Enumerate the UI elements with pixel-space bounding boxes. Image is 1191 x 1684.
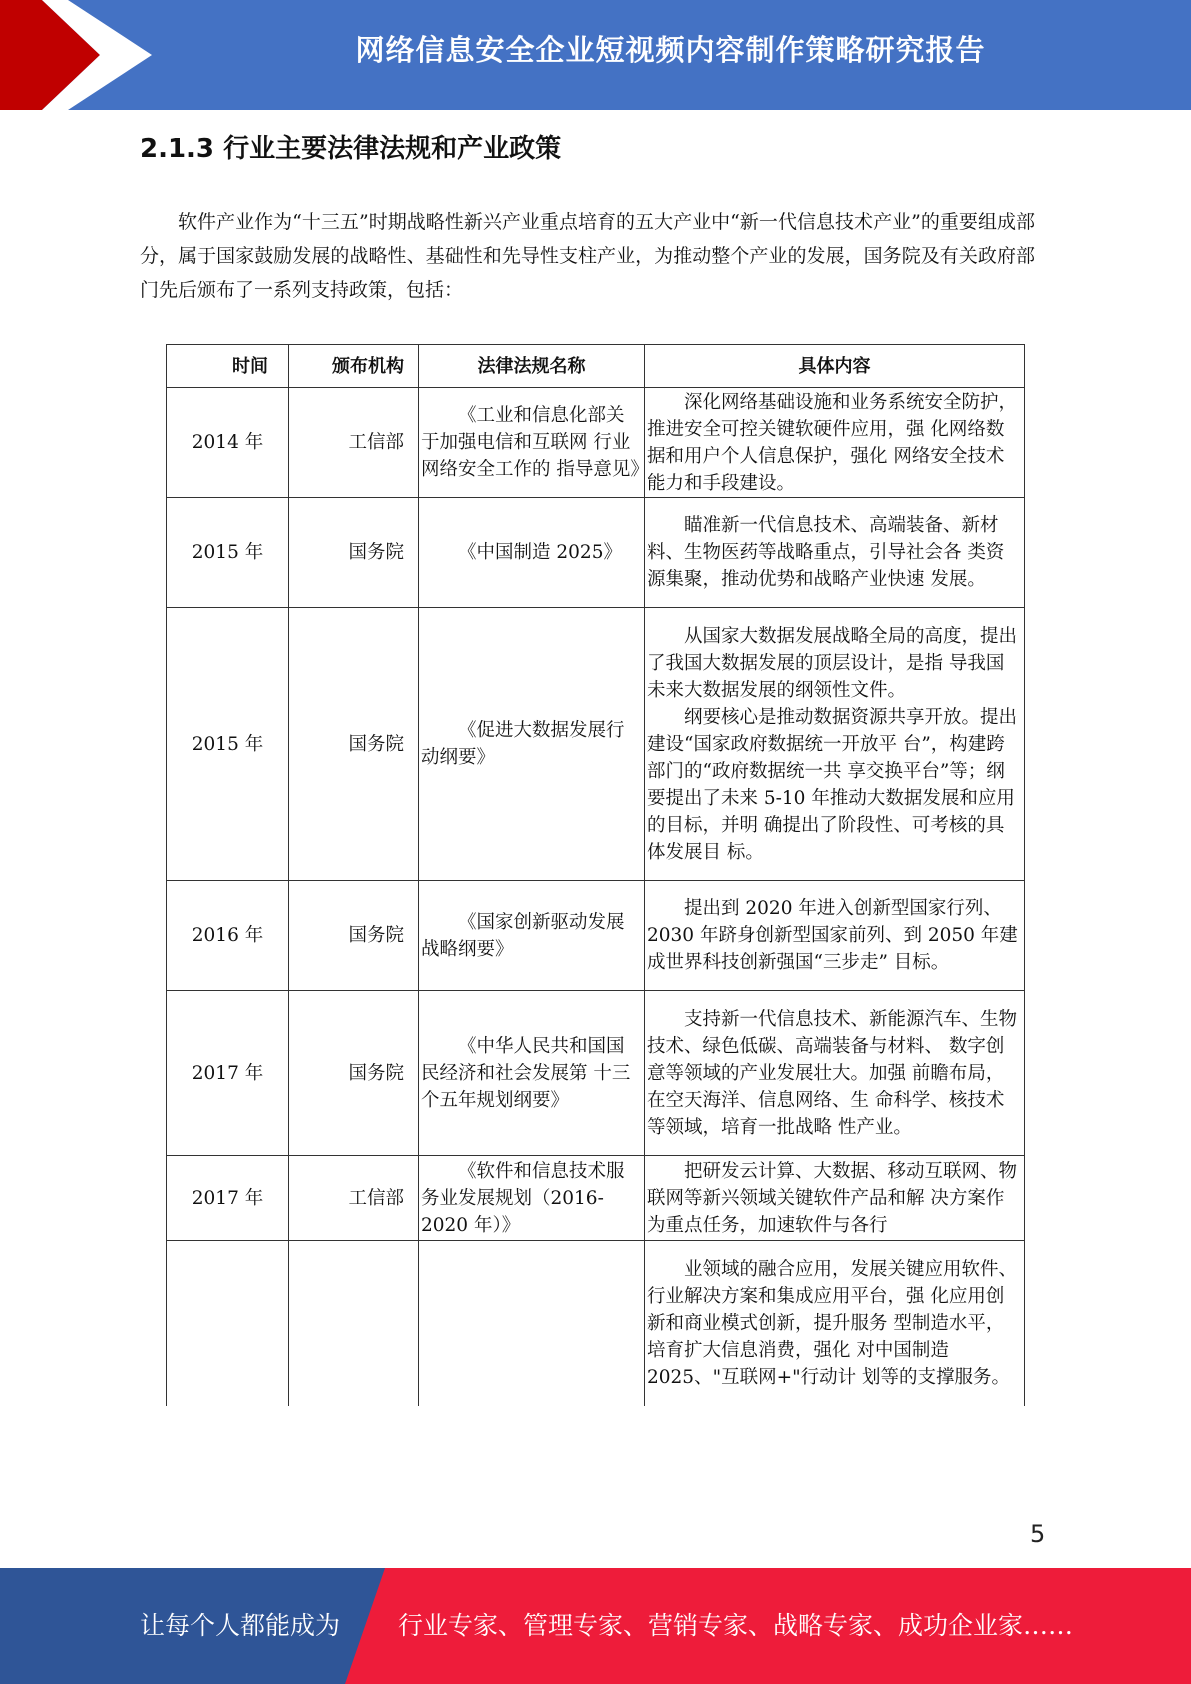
table-row [167, 881, 1025, 991]
footer-slogan-right: 行业专家、管理专家、营销专家、战略专家、成功企业家…… [398, 1611, 1074, 1640]
content-paragraph: 提出到 2020 年进入创新型国家行列、2030 年跻身创新型国家前列、到 2050 年建成世界科技创新强国“三步走” 目标。 [647, 898, 1018, 973]
cell-content [645, 881, 1025, 991]
header-year: 时间 [167, 345, 289, 388]
report-title: 网络信息安全企业短视频内容制作策略研究报告 [355, 33, 986, 67]
cell-org: 工信部 [289, 388, 419, 498]
cell-law-name: 《中华人民共和国国民经济和社会发展第 十三个五年规划纲要》 [419, 991, 645, 1156]
cell-law-name: 《工业和信息化部关于加强电信和互联网 行业网络安全工作的 指导意见》 [419, 388, 645, 498]
cell-content [645, 1241, 1025, 1406]
section-title: 2.1.3 行业主要法律法规和产业政策 [140, 134, 562, 164]
cell-law-name: 《促进大数据发展行动纲要》 [419, 608, 645, 881]
table-row [167, 1241, 1025, 1406]
cell-year: 2017 年 [167, 991, 289, 1156]
intro-paragraph: 软件产业作为“十三五”时期战略性新兴产业重点培育的五大产业中“新一代信息技术产业”的重要组成部分，属于国家鼓励发展的战略性、基础性和先导性支柱产业，为推动整个产业的发展，国务院及有关政府部门先后颁布了一系列支持政策，包括： [140, 211, 1035, 301]
table-header-row [167, 345, 1025, 388]
cell-org: 国务院 [289, 498, 419, 608]
cell-content [645, 1156, 1025, 1241]
cell-law-name: 《国家创新驱动发展战略纲要》 [419, 881, 645, 991]
content-paragraph: 深化网络基础设施和业务系统安全防护，推进安全可控关键软硬件应用，强 化网络数据和用户个人信息保护，强化 网络安全技术能力和手段建设。 [647, 391, 1018, 494]
cell-year [167, 1241, 289, 1406]
table-row [167, 498, 1025, 608]
header-name: 法律法规名称 [419, 345, 645, 388]
footer-slogan-left: 让每个人都能成为 [140, 1611, 341, 1640]
cell-org [289, 1241, 419, 1406]
table-row [167, 388, 1025, 498]
cell-org: 国务院 [289, 991, 419, 1156]
cell-year: 2015 年 [167, 608, 289, 881]
content-paragraph: 支持新一代信息技术、新能源汽车、生物技术、绿色低碳、高端装备与材料、 数字创意等领域的产业发展壮大。加强 前瞻布局，在空天海洋、信息网络、生 命科学、核技术等领域，培育一批战略 性产业。 [647, 1008, 1018, 1138]
page-header [0, 0, 1191, 110]
content-paragraph: 瞄准新一代信息技术、高端装备、新材料、生物医药等战略重点，引导社会各 类资源集聚，推动优势和战略产业快速 发展。 [647, 515, 1005, 590]
cell-law-name: 《软件和信息技术服务业发展规划（2016-2020 年）》 [419, 1156, 645, 1241]
content-paragraph: 纲要核心是推动数据资源共享开放。提出建设“国家政府数据统一开放平 台”，构建跨部门的“政府数据统一共 享交换平台”等；纲要提出了未来 5-10 年推动大数据发展和应用的目标，并明 确提出了阶段性、可考核的具体发展目 标。 [647, 706, 1018, 863]
cell-content [645, 498, 1025, 608]
cell-year: 2017 年 [167, 1156, 289, 1241]
cell-content [645, 991, 1025, 1156]
cell-org: 工信部 [289, 1156, 419, 1241]
cell-org: 国务院 [289, 881, 419, 991]
cell-year: 2014 年 [167, 388, 289, 498]
cell-content [645, 608, 1025, 881]
content-paragraph: 把研发云计算、大数据、移动互联网、物联网等新兴领域关键软件产品和解 决方案作为重点任务，加速软件与各行 [647, 1160, 1018, 1236]
cell-year: 2016 年 [167, 881, 289, 991]
policy-table [166, 344, 1025, 1406]
header-content: 具体内容 [645, 345, 1025, 388]
table-row [167, 1156, 1025, 1241]
header-org: 颁布机构 [289, 345, 419, 388]
page-footer [0, 1568, 1191, 1684]
cell-law-name [419, 1241, 645, 1406]
content-paragraph: 从国家大数据发展战略全局的高度，提出了我国大数据发展的顶层设计，是指 导我国未来大数据发展的纲领性文件。 [647, 625, 1018, 701]
cell-content [645, 388, 1025, 498]
table-row [167, 608, 1025, 881]
page-number: 5 [1030, 1520, 1046, 1548]
cell-year: 2015 年 [167, 498, 289, 608]
cell-law-name: 《中国制造 2025》 [419, 498, 645, 608]
table-row [167, 991, 1025, 1156]
content-paragraph: 业领域的融合应用，发展关键应用软件、行业解决方案和集成应用平台，强 化应用创新和商业模式创新，提升服务 型制造水平，培育扩大信息消费，强化 对中国制造 2025、"互联网+"行动计 划等的支撑服务。 [647, 1258, 1018, 1388]
cell-org: 国务院 [289, 608, 419, 881]
